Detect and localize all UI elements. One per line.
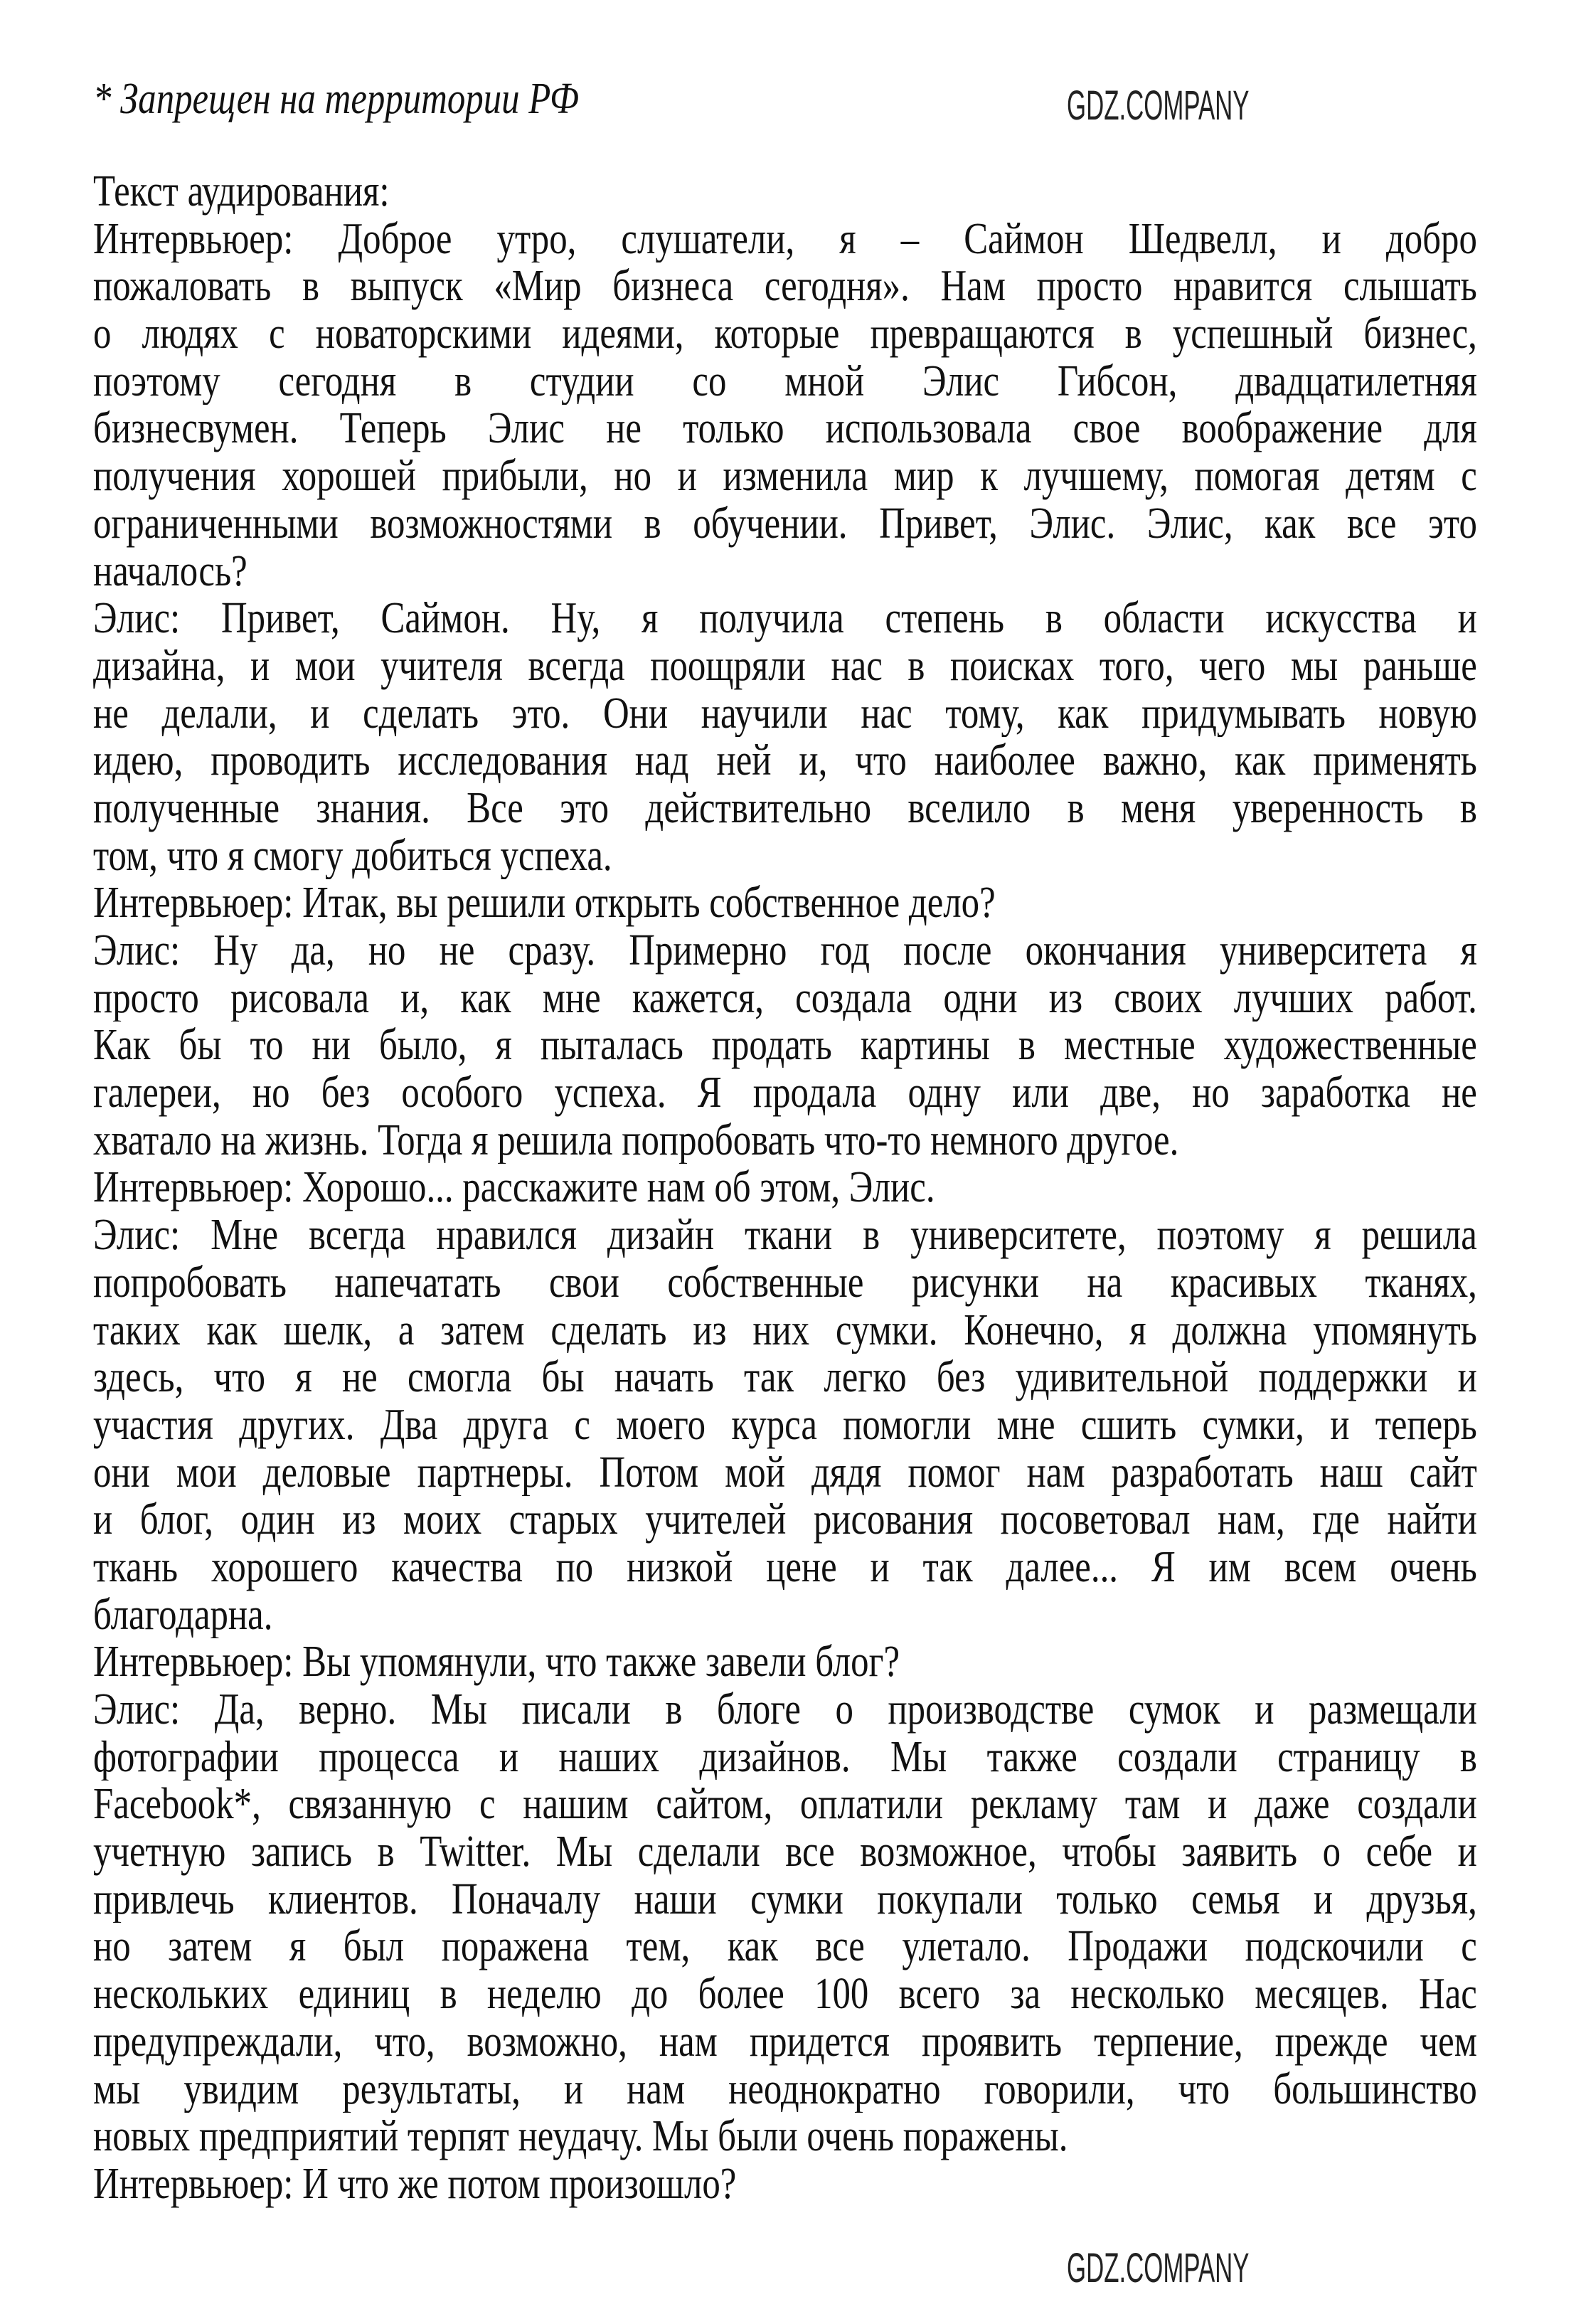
text-line: Интервьюер: Итак, вы решили открыть собственное дело? — [93, 879, 996, 927]
text-line: полученные знания. Все это действительно вселило в меня уверенность в — [93, 784, 1477, 832]
text-line: фотографии процесса и наших дизайнов. Мы также создали страницу в — [93, 1733, 1477, 1781]
paragraph — [93, 927, 1477, 1164]
text-line: том, что я смогу добиться успеха. — [93, 832, 612, 880]
text-line: Интервьюер: Хорошо... расскажите нам об этом, Элис. — [93, 1164, 935, 1212]
text-line: Интервьюер: Вы упомянули, что также завели блог? — [93, 1638, 900, 1686]
text-line: Интервьюер: И что же потом произошло? — [93, 2160, 737, 2208]
heading: Текст аудирования: — [93, 168, 390, 216]
paragraph — [93, 879, 1477, 927]
text-line: здесь, что я не смогла бы начать так легко без удивительной поддержки и — [93, 1354, 1477, 1401]
transcript — [93, 168, 1477, 2208]
text-line: хватало на жизнь. Тогда я решила попробовать что-то немного другое. — [93, 1116, 1179, 1164]
text-line: пожаловать в выпуск «Мир бизнеса сегодня». Нам просто нравится слышать — [93, 262, 1477, 311]
text-line: идею, проводить исследования над ней и, что наиболее важно, как применять — [93, 737, 1477, 785]
text-line: получения хорошей прибыли, но и изменила мир к лучшему, помогая детям с — [93, 452, 1477, 500]
text-line: предупреждали, что, возможно, нам придется проявить терпение, прежде чем — [93, 2017, 1477, 2066]
text-line: новых предприятий терпят неудачу. Мы были очень поражены. — [93, 2113, 1068, 2160]
text-line: поэтому сегодня в студии со мной Элис Гибсон, двадцатилетняя — [93, 357, 1477, 405]
text-line: дизайна, и мои учителя всегда поощряли нас в поисках того, чего мы раньше — [93, 642, 1477, 690]
paragraph — [93, 2160, 1477, 2208]
text-line: галереи, но без особого успеха. Я продала одну или две, но заработка не — [93, 1069, 1477, 1117]
text-line: Элис: Ну да, но не сразу. Примерно год после окончания университета я — [93, 927, 1477, 975]
text-line: но затем я был поражена тем, как все улетало. Продажи подскочили с — [93, 1923, 1477, 1971]
text-line: Элис: Мне всегда нравился дизайн ткани в университете, поэтому я решила — [93, 1211, 1477, 1259]
text-line: Интервьюер: Доброе утро, слушатели, я – Саймон Шедвелл, и добро — [93, 215, 1477, 263]
text-line: попробовать напечатать свои собственные рисунки на красивых тканях, — [93, 1258, 1477, 1307]
text-line: не делали, и сделать это. Они научили нас тому, как придумывать новую — [93, 689, 1477, 738]
watermark: GDZ.COMPANY — [1067, 83, 1250, 129]
paragraph — [93, 595, 1477, 879]
footnote: * Запрещен на территории РФ — [93, 75, 579, 123]
text-line: Элис: Да, верно. Мы писали в блоге о производстве сумок и размещали — [93, 1686, 1477, 1734]
paragraph — [93, 1638, 1477, 1686]
text-line: нескольких единиц в неделю до более 100 всего за несколько месяцев. Нас — [93, 1970, 1477, 2018]
text-line: Элис: Привет, Саймон. Ну, я получила степень в области искусства и — [93, 595, 1477, 642]
text-line: участия других. Два друга с моего курса помогли мне сшить сумки, и теперь — [93, 1401, 1477, 1449]
text-line: привлечь клиентов. Поначалу наши сумки покупали только семья и друзья, — [93, 1875, 1477, 1924]
text-line: мы увидим результаты, и нам неоднократно говорили, что большинство — [93, 2065, 1477, 2113]
text-line: ткань хорошего качества по низкой цене и так далее... Я им всем очень — [93, 1543, 1477, 1591]
paragraph — [93, 1211, 1477, 1638]
text-line: таких как шелк, а затем сделать из них сумки. Конечно, я должна упомянуть — [93, 1306, 1477, 1354]
text-line: Facebook*, связанную с нашим сайтом, оплатили рекламу там и даже создали — [93, 1781, 1477, 1829]
text-line: они мои деловые партнеры. Потом мой дядя помог нам разработать наш сайт — [93, 1448, 1477, 1497]
text-line: ограниченными возможностями в обучении. Привет, Элис. Элис, как все это — [93, 499, 1477, 548]
paragraph — [93, 1164, 1477, 1211]
text-line: началось? — [93, 547, 247, 595]
paragraphs — [93, 216, 1477, 2208]
paragraph — [93, 1686, 1477, 2160]
watermark: GDZ.COMPANY — [1067, 2245, 1250, 2291]
text-line: благодарна. — [93, 1591, 273, 1639]
text-line: о людях с новаторскими идеями, которые превращаются в успешный бизнес, — [93, 310, 1477, 358]
text-line: бизнесвумен. Теперь Элис не только использовала свое воображение для — [93, 405, 1477, 453]
text-line: учетную запись в Twitter. Мы сделали все возможное, чтобы заявить о себе и — [93, 1828, 1477, 1876]
text-line: Как бы то ни было, я пыталась продать картины в местные художественные — [93, 1022, 1477, 1070]
text-line: просто рисовала и, как мне кажется, создала одни из своих лучших работ. — [93, 974, 1477, 1022]
paragraph — [93, 216, 1477, 595]
text-line: и блог, один из моих старых учителей рисования посоветовал нам, где найти — [93, 1496, 1477, 1544]
